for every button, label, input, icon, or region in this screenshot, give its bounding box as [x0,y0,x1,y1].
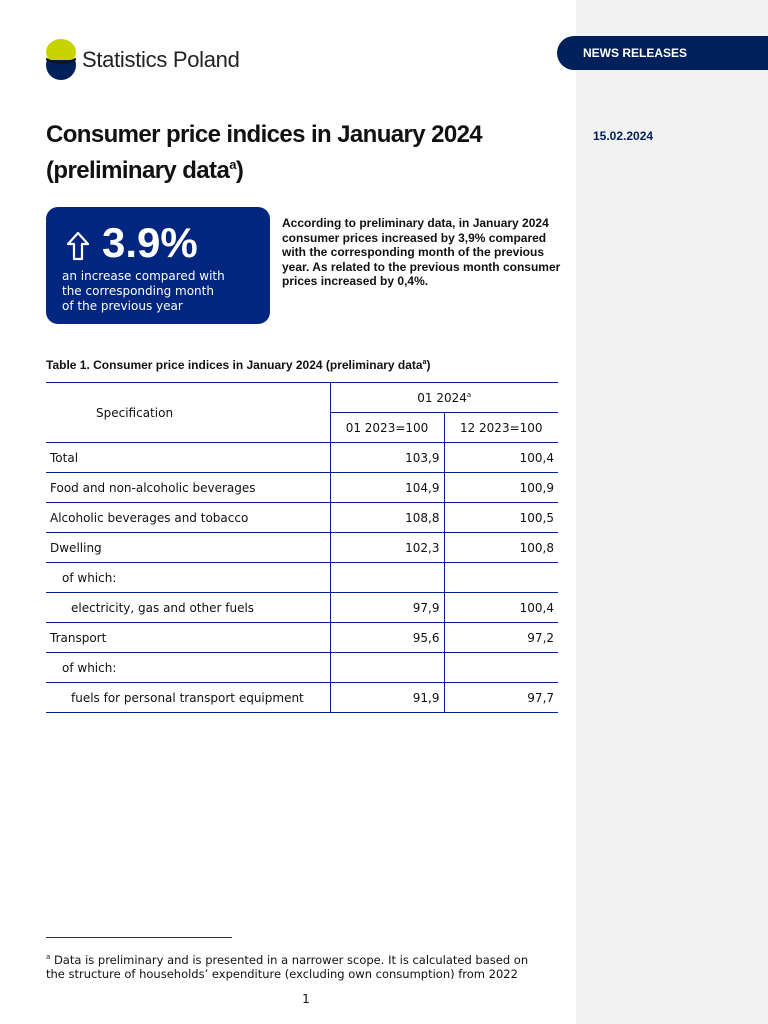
page-title [46,120,486,186]
news-releases-tab[interactable]: NEWS RELEASES [557,36,768,70]
row-value-2: 97,7 [444,683,558,713]
table-header-row [46,383,558,413]
row-value-2: 100,4 [444,443,558,473]
row-value-1: 95,6 [330,623,444,653]
col1-header: 01 2023=100 [330,413,444,443]
page-number: 1 [302,992,310,1006]
row-label: Dwelling [46,533,330,563]
row-value-1: 103,9 [330,443,444,473]
footnote-text: Data is preliminary and is presented in a narrower scope. It is calculated based on the structure of households’ expenditure (excluding own consumption) from 2022 [46,952,529,982]
title-footnote-marker: a [229,157,236,172]
title-line-1: Consumer price indices in January 2024 [46,121,483,148]
table-caption-footnote-marker: a [422,359,427,366]
cpi-table [46,382,558,713]
table-row [46,683,558,713]
row-value-2: 100,4 [444,593,558,623]
row-label: Total [46,443,330,473]
row-value-2: 100,5 [444,503,558,533]
col2-header: 12 2023=100 [444,413,558,443]
row-label: of which: [46,653,330,683]
period-header-text: 01 2024 [417,390,467,405]
period-header [330,383,558,413]
row-value-1: 97,9 [330,593,444,623]
logo-mark-icon [46,38,76,80]
row-value-2: 100,8 [444,533,558,563]
period-footnote-marker: a [466,390,472,399]
lead-paragraph: According to preliminary data, in January 2024 consumer prices increased by 3,9% compared with the corresponding month of the previous year. As related to the previous month consumer prices increased by 0,4%. [282,216,561,289]
sidebar-panel [576,0,768,1024]
row-label: fuels for personal transport equipment [46,683,330,713]
row-label: of which: [46,563,330,593]
logo-text: Statistics Poland [82,47,240,72]
row-value-1 [330,563,444,593]
kpi-caption [62,269,262,314]
footnote-divider [46,937,232,938]
release-date: 15.02.2024 [593,129,654,143]
row-value-1: 104,9 [330,473,444,503]
table-row [46,623,558,653]
row-value-1: 108,8 [330,503,444,533]
kpi-caption-line-3: of the previous year [62,299,183,313]
row-label: Alcoholic beverages and tobacco [46,503,330,533]
kpi-value: 3.9% [102,219,198,266]
spec-header: Specification [46,383,330,443]
table-caption [46,358,431,372]
table-row [46,473,558,503]
table-row [46,653,558,683]
row-value-2: 100,9 [444,473,558,503]
table-caption-text: Table 1. Consumer price indices in January 2024 (preliminary data [46,358,423,372]
table-caption-end: ) [426,358,431,372]
kpi-caption-line-1: an increase compared with [62,269,225,283]
table-row [46,533,558,563]
table-row [46,503,558,533]
row-value-2 [444,653,558,683]
title-line-2: (preliminary data [46,157,230,184]
kpi-caption-line-2: the corresponding month [62,284,214,298]
table-row [46,563,558,593]
title-line-2-end: ) [235,157,244,184]
up-arrow-icon [66,231,90,261]
row-value-1 [330,653,444,683]
row-label: Food and non-alcoholic beverages [46,473,330,503]
row-value-2: 97,2 [444,623,558,653]
footnote [46,950,546,982]
row-value-1: 91,9 [330,683,444,713]
row-label: Transport [46,623,330,653]
kpi-card [46,207,270,324]
table-row [46,443,558,473]
footnote-marker: a [46,953,51,961]
row-value-2 [444,563,558,593]
row-label: electricity, gas and other fuels [46,593,330,623]
row-value-1: 102,3 [330,533,444,563]
table-row [46,593,558,623]
